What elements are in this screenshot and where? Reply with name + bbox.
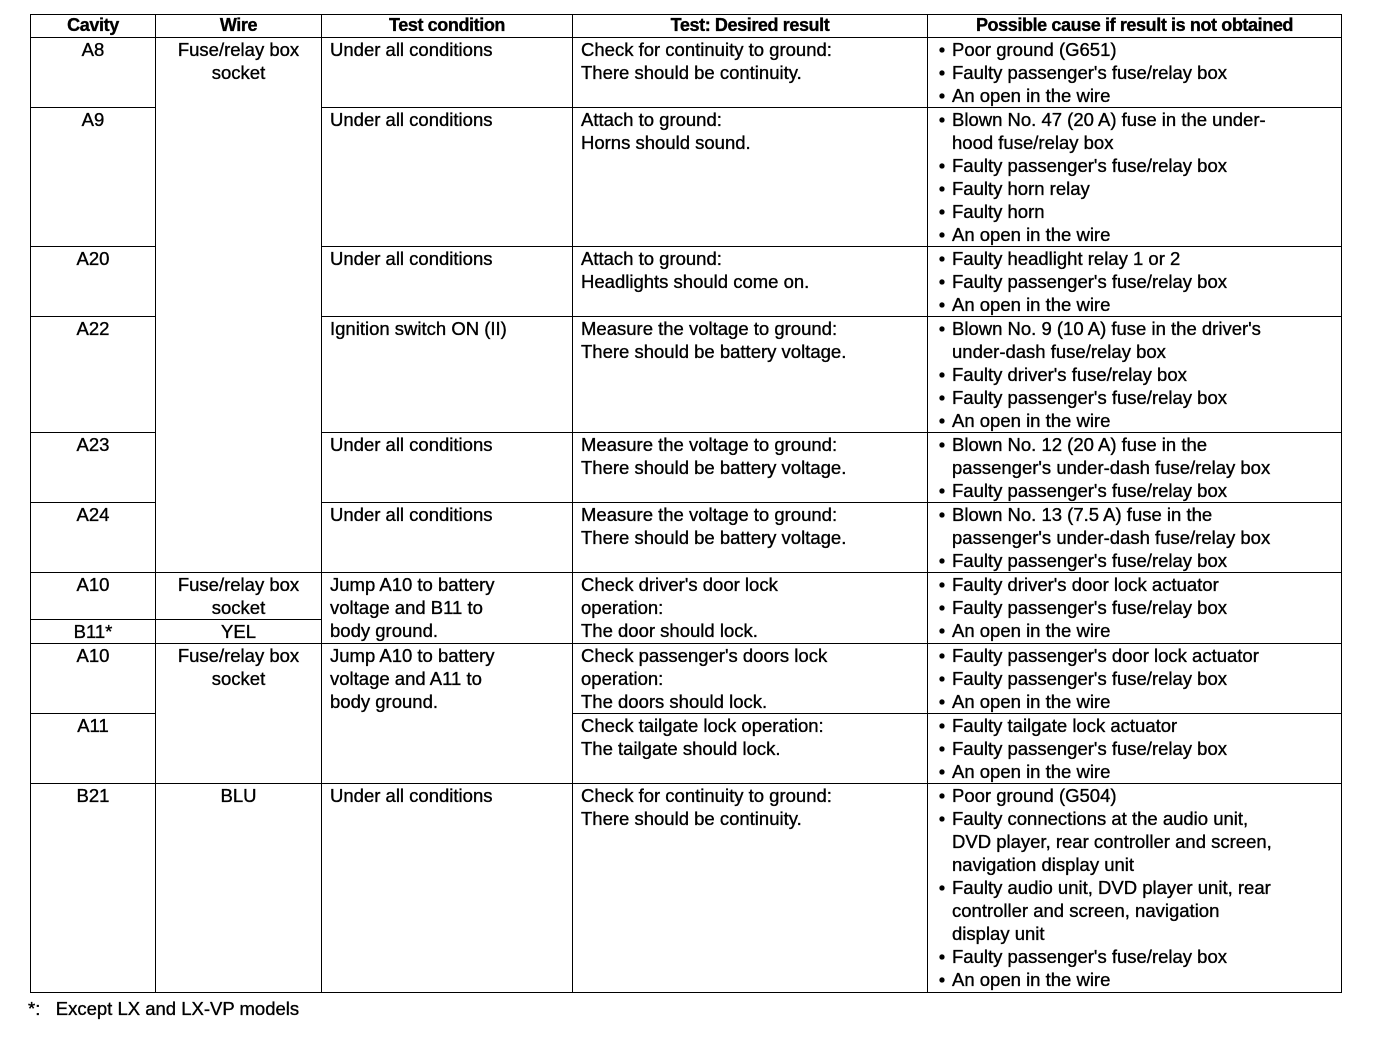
cause-text: Faulty passenger's door lock actuator <box>952 645 1259 666</box>
cavity-cell: A24 <box>31 503 156 573</box>
bullet-icon: • <box>938 155 946 176</box>
header-row <box>31 15 1342 38</box>
cause-item <box>936 270 1341 293</box>
table-row <box>31 644 1342 714</box>
bullet-icon: • <box>938 271 946 292</box>
cause-text: Faulty driver's fuse/relay box <box>952 364 1187 385</box>
cause-text: Faulty passenger's fuse/relay box <box>952 946 1228 967</box>
possible-cause-cell <box>928 38 1342 108</box>
cavity-cell: A23 <box>31 433 156 503</box>
cause-text: Faulty passenger's fuse/relay box <box>952 271 1228 292</box>
bullet-icon: • <box>938 387 946 408</box>
test-condition-cell: Jump A10 to battery voltage and A11 to body ground. <box>322 644 573 784</box>
bullet-icon: • <box>938 574 946 595</box>
cavity-test-table <box>30 14 1342 993</box>
cause-item <box>936 317 1341 363</box>
cause-text: An open in the wire <box>952 969 1111 990</box>
header-desired-result: Test: Desired result <box>573 15 928 38</box>
cause-item <box>936 433 1341 479</box>
bullet-icon: • <box>938 785 946 806</box>
cause-item <box>936 223 1341 246</box>
desired-result-cell: Check passenger's doors lock operation: The doors should lock. <box>573 644 928 714</box>
cause-item <box>936 84 1341 107</box>
possible-cause-cell <box>928 108 1342 247</box>
cause-text: An open in the wire <box>952 620 1111 641</box>
cause-text: Faulty passenger's fuse/relay box <box>952 387 1228 408</box>
wire-cell: YEL <box>156 620 322 644</box>
desired-result-cell: Attach to ground: Horns should sound. <box>573 108 928 247</box>
cause-text: An open in the wire <box>952 224 1111 245</box>
cause-text: Poor ground (G651) <box>952 39 1117 60</box>
bullet-icon: • <box>938 645 946 666</box>
cause-text: Faulty horn relay <box>952 178 1090 199</box>
cause-text: Faulty connections at the audio unit, DVD player, rear controller and screen, navigation display unit <box>952 808 1272 875</box>
cause-item <box>936 247 1341 270</box>
cause-item <box>936 154 1341 177</box>
test-condition-cell: Under all conditions <box>322 433 573 503</box>
cause-text: Faulty passenger's fuse/relay box <box>952 62 1228 83</box>
cause-item <box>936 807 1341 876</box>
cause-text: Faulty passenger's fuse/relay box <box>952 155 1228 176</box>
cause-item <box>936 667 1341 690</box>
bullet-icon: • <box>938 109 946 130</box>
bullet-icon: • <box>938 62 946 83</box>
cavity-cell: B21 <box>31 784 156 993</box>
bullet-icon: • <box>938 761 946 782</box>
wire-cell: Fuse/relay box socket <box>156 573 322 620</box>
desired-result-cell: Check driver's door lock operation: The door should lock. <box>573 573 928 644</box>
cause-text: Faulty headlight relay 1 or 2 <box>952 248 1181 269</box>
bullet-icon: • <box>938 178 946 199</box>
cause-text: Faulty passenger's fuse/relay box <box>952 597 1228 618</box>
cause-item <box>936 945 1341 968</box>
desired-result-cell: Check tailgate lock operation: The tailgate should lock. <box>573 714 928 784</box>
bullet-icon: • <box>938 808 946 829</box>
cavity-cell: B11* <box>31 620 156 644</box>
desired-result-cell: Measure the voltage to ground: There should be battery voltage. <box>573 433 928 503</box>
cavity-cell: A11 <box>31 714 156 784</box>
bullet-icon: • <box>938 364 946 385</box>
bullet-icon: • <box>938 877 946 898</box>
cause-text: Faulty passenger's fuse/relay box <box>952 738 1228 759</box>
cause-item <box>936 409 1341 432</box>
cavity-cell: A22 <box>31 317 156 433</box>
possible-cause-cell <box>928 714 1342 784</box>
cause-text: Faulty passenger's fuse/relay box <box>952 550 1228 571</box>
cause-item <box>936 61 1341 84</box>
cause-text: Poor ground (G504) <box>952 785 1117 806</box>
bullet-icon: • <box>938 620 946 641</box>
header-wire: Wire <box>156 15 322 38</box>
test-condition-cell: Under all conditions <box>322 784 573 993</box>
cause-text: An open in the wire <box>952 691 1111 712</box>
cause-item <box>936 714 1341 737</box>
cause-item <box>936 760 1341 783</box>
desired-result-cell: Check for continuity to ground: There should be continuity. <box>573 784 928 993</box>
bullet-icon: • <box>938 668 946 689</box>
cavity-cell: A8 <box>31 38 156 108</box>
cause-item <box>936 968 1341 991</box>
test-condition-cell: Jump A10 to battery voltage and B11 to body ground. <box>322 573 573 644</box>
bullet-icon: • <box>938 201 946 222</box>
cause-text: Faulty passenger's fuse/relay box <box>952 480 1228 501</box>
cause-item <box>936 619 1341 642</box>
desired-result-cell: Attach to ground: Headlights should come on. <box>573 247 928 317</box>
bullet-icon: • <box>938 85 946 106</box>
desired-result-cell: Measure the voltage to ground: There should be battery voltage. <box>573 503 928 573</box>
wire-cell: BLU <box>156 784 322 993</box>
cause-item <box>936 363 1341 386</box>
header-possible-cause: Possible cause if result is not obtained <box>928 15 1342 38</box>
cause-text: Blown No. 12 (20 A) fuse in the passenger's under-dash fuse/relay box <box>952 434 1271 478</box>
cause-item <box>936 503 1341 549</box>
bullet-icon: • <box>938 550 946 571</box>
cause-text: An open in the wire <box>952 294 1111 315</box>
cause-item <box>936 479 1341 502</box>
cavity-cell: A10 <box>31 573 156 620</box>
bullet-icon: • <box>938 738 946 759</box>
table-row <box>31 784 1342 993</box>
bullet-icon: • <box>938 597 946 618</box>
cause-text: Faulty driver's door lock actuator <box>952 574 1219 595</box>
possible-cause-cell <box>928 784 1342 993</box>
cause-item <box>936 784 1341 807</box>
possible-cause-cell <box>928 503 1342 573</box>
cavity-cell: A20 <box>31 247 156 317</box>
cause-text: Faulty passenger's fuse/relay box <box>952 668 1228 689</box>
cause-item <box>936 737 1341 760</box>
bullet-icon: • <box>938 480 946 501</box>
bullet-icon: • <box>938 969 946 990</box>
cause-text: Blown No. 9 (10 A) fuse in the driver's under-dash fuse/relay box <box>952 318 1261 362</box>
header-test-condition: Test condition <box>322 15 573 38</box>
cause-text: Faulty horn <box>952 201 1045 222</box>
desired-result-cell: Measure the voltage to ground: There should be battery voltage. <box>573 317 928 433</box>
test-condition-cell: Under all conditions <box>322 108 573 247</box>
cause-item <box>936 596 1341 619</box>
cause-item <box>936 573 1341 596</box>
wire-cell: Fuse/relay box socket <box>156 644 322 784</box>
test-condition-cell: Under all conditions <box>322 247 573 317</box>
cause-text: Blown No. 13 (7.5 A) fuse in the passenger's under-dash fuse/relay box <box>952 504 1271 548</box>
possible-cause-cell <box>928 433 1342 503</box>
test-condition-cell: Under all conditions <box>322 38 573 108</box>
possible-cause-cell <box>928 247 1342 317</box>
bullet-icon: • <box>938 691 946 712</box>
bullet-icon: • <box>938 946 946 967</box>
bullet-icon: • <box>938 294 946 315</box>
test-condition-cell: Ignition switch ON (II) <box>322 317 573 433</box>
possible-cause-cell <box>928 573 1342 644</box>
cause-text: Blown No. 47 (20 A) fuse in the under- hood fuse/relay box <box>952 109 1266 153</box>
cause-text: An open in the wire <box>952 761 1111 782</box>
table-row <box>31 38 1342 108</box>
bullet-icon: • <box>938 410 946 431</box>
bullet-icon: • <box>938 248 946 269</box>
possible-cause-cell <box>928 644 1342 714</box>
cause-text: Faulty audio unit, DVD player unit, rear controller and screen, navigation display unit <box>952 877 1271 944</box>
cause-text: Faulty tailgate lock actuator <box>952 715 1178 736</box>
bullet-icon: • <box>938 39 946 60</box>
footnote: *: Except LX and LX-VP models <box>28 998 300 1019</box>
wire-cell: Fuse/relay box socket <box>156 38 322 573</box>
cause-text: An open in the wire <box>952 410 1111 431</box>
possible-cause-cell <box>928 317 1342 433</box>
cause-text: An open in the wire <box>952 85 1111 106</box>
cavity-cell: A9 <box>31 108 156 247</box>
cause-item <box>936 876 1341 945</box>
cause-item <box>936 293 1341 316</box>
bullet-icon: • <box>938 504 946 525</box>
cause-item <box>936 644 1341 667</box>
bullet-icon: • <box>938 434 946 455</box>
header-cavity: Cavity <box>31 15 156 38</box>
test-condition-cell: Under all conditions <box>322 503 573 573</box>
bullet-icon: • <box>938 224 946 245</box>
cause-item <box>936 690 1341 713</box>
bullet-icon: • <box>938 318 946 339</box>
cause-item <box>936 38 1341 61</box>
bullet-icon: • <box>938 715 946 736</box>
cause-item <box>936 108 1341 154</box>
cause-item <box>936 177 1341 200</box>
cavity-cell: A10 <box>31 644 156 714</box>
table-row <box>31 573 1342 620</box>
cause-item <box>936 549 1341 572</box>
cause-item <box>936 386 1341 409</box>
cause-item <box>936 200 1341 223</box>
desired-result-cell: Check for continuity to ground: There should be continuity. <box>573 38 928 108</box>
